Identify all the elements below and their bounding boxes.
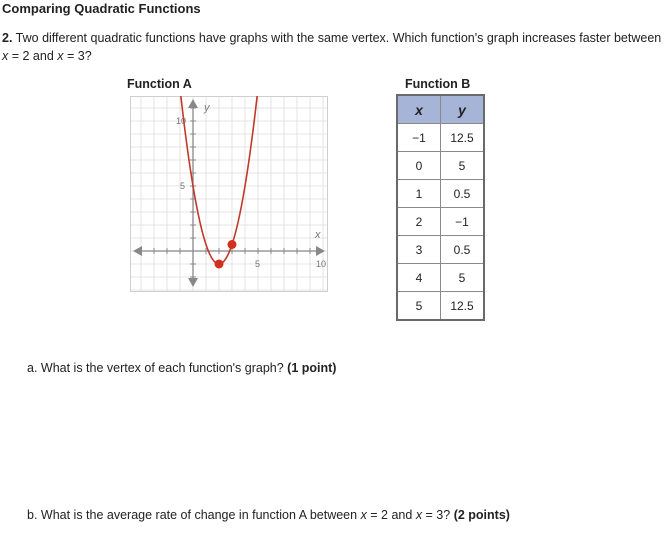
x-var: x bbox=[360, 508, 367, 522]
x-eq-2: = 2 and bbox=[8, 49, 58, 63]
part-b-question bbox=[27, 508, 510, 522]
part-b-points: (2 points) bbox=[453, 508, 510, 522]
graph-point-1 bbox=[215, 260, 224, 269]
cell-y: 12.5 bbox=[441, 292, 485, 321]
x-var: x bbox=[2, 49, 9, 63]
table-row bbox=[397, 152, 484, 180]
table-row bbox=[397, 180, 484, 208]
function-a-label: Function A bbox=[127, 77, 192, 91]
y-axis-arrow-down bbox=[188, 278, 198, 287]
cell-x: 2 bbox=[397, 208, 441, 236]
table-row bbox=[397, 236, 484, 264]
col-x-header: x bbox=[397, 95, 441, 124]
part-b-text: b. What is the average rate of change in function A between bbox=[27, 508, 361, 522]
part-a-text: a. What is the vertex of each function's graph? bbox=[27, 361, 288, 375]
part-a-points: (1 point) bbox=[287, 361, 337, 375]
col-y-header: y bbox=[441, 95, 485, 124]
cell-y: 0.5 bbox=[441, 180, 485, 208]
part-a-question bbox=[27, 361, 336, 375]
function-b-table bbox=[396, 94, 485, 321]
cell-y: 12.5 bbox=[441, 124, 485, 152]
x-axis-label: x bbox=[315, 229, 321, 241]
question-2 bbox=[2, 29, 662, 65]
page-title: Comparing Quadratic Functions bbox=[2, 1, 201, 16]
cell-y: 5 bbox=[441, 152, 485, 180]
y-axis-label: y bbox=[204, 102, 210, 114]
x-var: x bbox=[415, 508, 423, 522]
x-var: x bbox=[57, 49, 64, 63]
cell-y: 0.5 bbox=[441, 236, 485, 264]
cell-x: 5 bbox=[397, 292, 441, 321]
table-header-row bbox=[397, 95, 484, 124]
question-number: 2. bbox=[2, 31, 13, 45]
x-eq-2: = 2 and bbox=[366, 508, 416, 522]
x-tick-10: 10 bbox=[316, 259, 327, 269]
function-b-label: Function B bbox=[405, 77, 471, 91]
x-eq-3: = 3? bbox=[63, 49, 92, 63]
x-eq-3: = 3? bbox=[422, 508, 454, 522]
y-tick-5: 5 bbox=[180, 181, 186, 191]
cell-x: 4 bbox=[397, 264, 441, 292]
table-row bbox=[397, 124, 484, 152]
y-axis-arrow-up bbox=[188, 99, 198, 108]
cell-y: 5 bbox=[441, 264, 485, 292]
cell-x: 0 bbox=[397, 152, 441, 180]
cell-x: 3 bbox=[397, 236, 441, 264]
graph-border bbox=[131, 97, 328, 292]
cell-x: 1 bbox=[397, 180, 441, 208]
table-row bbox=[397, 264, 484, 292]
cell-y: −1 bbox=[441, 208, 485, 236]
table-row bbox=[397, 292, 484, 321]
question-text: Two different quadratic functions have graphs with the same vertex. Which function's graph increases faster between bbox=[12, 31, 662, 45]
y-tick-10: 10 bbox=[176, 116, 187, 126]
function-a-graph bbox=[130, 96, 330, 294]
graph-axes bbox=[133, 99, 325, 287]
x-tick-5: 5 bbox=[255, 259, 261, 269]
graph-grid bbox=[130, 96, 328, 292]
graph-point-2 bbox=[228, 240, 237, 249]
table-row bbox=[397, 208, 484, 236]
x-axis-arrow-right bbox=[316, 246, 325, 256]
cell-x: −1 bbox=[397, 124, 441, 152]
